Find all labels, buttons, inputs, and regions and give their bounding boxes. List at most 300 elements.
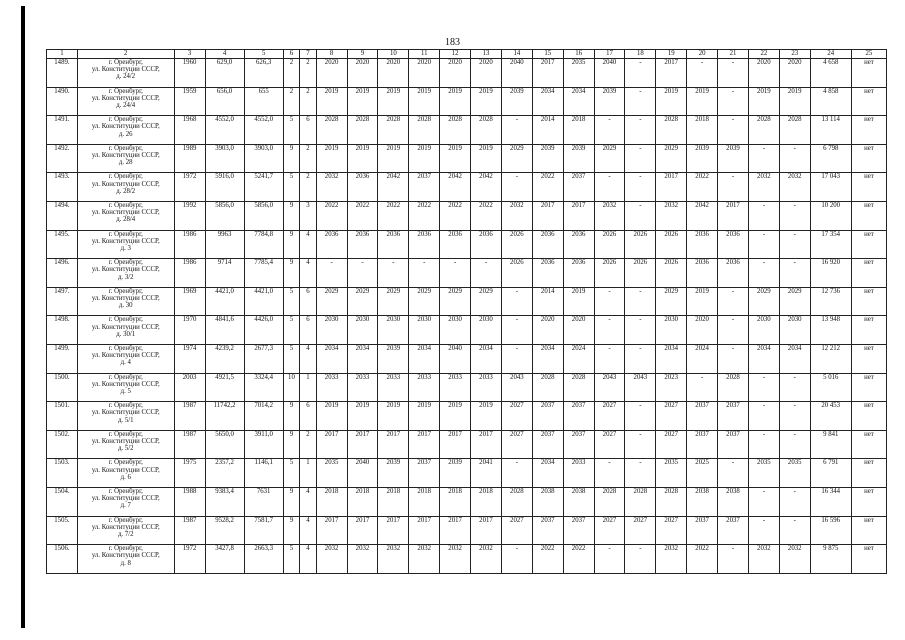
address-line: д. 6	[120, 473, 131, 481]
cell-col-19: 2032	[656, 545, 687, 574]
cell-col-6: 5	[283, 316, 299, 345]
cell-col-15: 2034	[532, 459, 563, 488]
cell-col-22: 2032	[748, 545, 779, 574]
cell-col-10: 2033	[378, 373, 409, 402]
cell-col-18: 2026	[625, 230, 656, 259]
cell-col-19: 2017	[656, 59, 687, 88]
cell-col-22: -	[748, 487, 779, 516]
table-row	[47, 144, 887, 173]
cell-col-23: 2034	[779, 344, 810, 373]
row-number: 1499.	[47, 344, 78, 373]
cell-col-19: 2029	[656, 144, 687, 173]
column-header-5: 5	[244, 50, 283, 59]
address-line: ул. Конституции СССР,	[91, 409, 160, 417]
cell-col-7: 2	[300, 87, 316, 116]
cell-col-21: -	[718, 459, 749, 488]
cell-col-8: 2020	[316, 59, 347, 88]
cell-col-4: 9963	[205, 230, 244, 259]
cell-col-16: 2035	[563, 59, 594, 88]
cell-col-13: 2032	[471, 545, 502, 574]
cell-col-13: 2019	[471, 402, 502, 431]
cell-col-3: 1968	[174, 116, 205, 145]
cell-col-24: 4 658	[810, 59, 851, 88]
cell-col-13: 2041	[471, 459, 502, 488]
cell-col-11: 2019	[409, 87, 440, 116]
cell-col-13: 2033	[471, 373, 502, 402]
cell-col-9: 2029	[347, 287, 378, 316]
cell-col-15: 2017	[532, 201, 563, 230]
cell-col-18: -	[625, 316, 656, 345]
cell-col-18: 2026	[625, 259, 656, 288]
cell-col-10: 2019	[378, 87, 409, 116]
address-line: д. 28/4	[116, 216, 136, 224]
cell-col-12: 2040	[440, 344, 471, 373]
cell-col-21: 2017	[718, 201, 749, 230]
cell-col-17: 2028	[594, 487, 625, 516]
cell-col-12: 2019	[440, 144, 471, 173]
cell-col-20: 2019	[687, 287, 718, 316]
cell-col-24: 20 453	[810, 402, 851, 431]
cell-col-14: 2026	[501, 230, 532, 259]
column-header-24: 24	[810, 50, 851, 59]
table-row	[47, 459, 887, 488]
housing-register-table	[46, 49, 887, 574]
cell-col-23: -	[779, 201, 810, 230]
cell-col-14: 2027	[501, 430, 532, 459]
cell-col-15: 2036	[532, 230, 563, 259]
cell-col-18: -	[625, 459, 656, 488]
cell-col-4: 3903,0	[205, 144, 244, 173]
table-row	[47, 487, 887, 516]
address-line: д. 30	[118, 302, 133, 310]
cell-col-5: 2677,3	[244, 344, 283, 373]
cell-col-11: 2017	[409, 516, 440, 545]
address-line: ул. Конституции СССР,	[91, 437, 160, 445]
cell-col-17: 2029	[594, 144, 625, 173]
cell-col-5: 1146,1	[244, 459, 283, 488]
cell-col-8: 2017	[316, 430, 347, 459]
row-number: 1498.	[47, 316, 78, 345]
address-line: ул. Конституции СССР,	[91, 552, 160, 560]
cell-col-9: 2040	[347, 459, 378, 488]
address-line: г. Оренбург,	[108, 259, 143, 267]
cell-col-18: -	[625, 59, 656, 88]
column-header-13: 13	[471, 50, 502, 59]
column-header-6: 6	[283, 50, 299, 59]
cell-col-18: -	[625, 173, 656, 202]
cell-col-9: -	[347, 259, 378, 288]
cell-col-4: 4921,5	[205, 373, 244, 402]
cell-col-19: 2029	[656, 287, 687, 316]
table-row	[47, 344, 887, 373]
cell-col-19: 2017	[656, 173, 687, 202]
address-line: г. Оренбург,	[108, 87, 143, 95]
cell-col-4: 9528,2	[205, 516, 244, 545]
cell-col-8: 2029	[316, 287, 347, 316]
cell-col-3: 1987	[174, 430, 205, 459]
address-line: д. 26	[118, 130, 133, 138]
cell-col-6: 2	[283, 87, 299, 116]
cell-col-10: 2028	[378, 116, 409, 145]
cell-col-16: 2018	[563, 116, 594, 145]
address-line: ул. Конституции СССР,	[91, 294, 160, 302]
cell-col-15: 2037	[532, 402, 563, 431]
cell-col-20: 2025	[687, 459, 718, 488]
address-line: г. Оренбург,	[108, 344, 143, 352]
address-line: г. Оренбург,	[108, 459, 143, 467]
cell-col-21: -	[718, 173, 749, 202]
cell-col-5: 4552,0	[244, 116, 283, 145]
address-cell	[77, 516, 174, 545]
row-number: 1503.	[47, 459, 78, 488]
cell-col-24: 12 212	[810, 344, 851, 373]
cell-col-20: 2037	[687, 402, 718, 431]
cell-col-5: 5241,7	[244, 173, 283, 202]
cell-col-6: 9	[283, 487, 299, 516]
cell-col-9: 2036	[347, 230, 378, 259]
address-cell	[77, 173, 174, 202]
cell-col-14: -	[501, 459, 532, 488]
cell-col-17: -	[594, 287, 625, 316]
cell-col-6: 9	[283, 259, 299, 288]
cell-col-11: -	[409, 259, 440, 288]
cell-col-14: 2039	[501, 87, 532, 116]
column-header-22: 22	[748, 50, 779, 59]
address-cell	[77, 87, 174, 116]
address-cell	[77, 402, 174, 431]
cell-col-5: 4426,0	[244, 316, 283, 345]
cell-col-17: -	[594, 545, 625, 574]
address-cell	[77, 344, 174, 373]
cell-col-20: 2039	[687, 144, 718, 173]
row-number: 1492.	[47, 144, 78, 173]
table-row	[47, 516, 887, 545]
cell-col-13: 2042	[471, 173, 502, 202]
cell-col-19: 2035	[656, 459, 687, 488]
cell-col-12: 2020	[440, 59, 471, 88]
cell-col-15: 2037	[532, 516, 563, 545]
cell-col-18: -	[625, 402, 656, 431]
address-line: д. 5/1	[117, 416, 134, 424]
cell-col-12: 2029	[440, 287, 471, 316]
cell-col-12: 2019	[440, 87, 471, 116]
cell-col-21: -	[718, 287, 749, 316]
cell-col-19: 2023	[656, 373, 687, 402]
address-line: д. 3	[120, 244, 131, 252]
cell-col-17: -	[594, 173, 625, 202]
cell-col-9: 2017	[347, 516, 378, 545]
address-line: ул. Конституции СССР,	[91, 266, 160, 274]
cell-col-6: 5	[283, 173, 299, 202]
cell-col-21: -	[718, 116, 749, 145]
cell-col-23: -	[779, 487, 810, 516]
cell-col-3: 1987	[174, 402, 205, 431]
cell-col-19: 2028	[656, 487, 687, 516]
cell-col-10: 2022	[378, 201, 409, 230]
cell-col-16: 2020	[563, 316, 594, 345]
row-number: 1495.	[47, 230, 78, 259]
cell-col-3: 1975	[174, 459, 205, 488]
cell-col-21: -	[718, 545, 749, 574]
cell-col-20: -	[687, 373, 718, 402]
address-line: ул. Конституции СССР,	[91, 209, 160, 217]
cell-col-6: 5	[283, 545, 299, 574]
cell-col-5: 7631	[244, 487, 283, 516]
cell-col-22: 2019	[748, 87, 779, 116]
cell-col-6: 2	[283, 59, 299, 88]
row-number: 1501.	[47, 402, 78, 431]
cell-col-9: 2022	[347, 201, 378, 230]
cell-col-6: 9	[283, 430, 299, 459]
cell-col-23: -	[779, 516, 810, 545]
cell-col-15: 2038	[532, 487, 563, 516]
row-number: 1502.	[47, 430, 78, 459]
cell-col-23: -	[779, 259, 810, 288]
cell-col-14: 2026	[501, 259, 532, 288]
cell-col-13: -	[471, 259, 502, 288]
cell-col-3: 1960	[174, 59, 205, 88]
cell-col-3: 1972	[174, 545, 205, 574]
cell-col-11: 2037	[409, 459, 440, 488]
cell-col-13: 2028	[471, 116, 502, 145]
cell-col-21: -	[718, 59, 749, 88]
column-header-18: 18	[625, 50, 656, 59]
address-cell	[77, 316, 174, 345]
cell-col-25: нет	[851, 516, 886, 545]
cell-col-25: нет	[851, 259, 886, 288]
cell-col-14: 2027	[501, 516, 532, 545]
cell-col-17: 2027	[594, 516, 625, 545]
row-number: 1493.	[47, 173, 78, 202]
cell-col-14: -	[501, 116, 532, 145]
cell-col-16: 2022	[563, 545, 594, 574]
cell-col-7: 6	[300, 287, 316, 316]
cell-col-5: 7581,7	[244, 516, 283, 545]
cell-col-7: 6	[300, 116, 316, 145]
cell-col-23: 2019	[779, 87, 810, 116]
column-header-21: 21	[718, 50, 749, 59]
cell-col-22: -	[748, 430, 779, 459]
address-line: д. 4	[120, 359, 131, 367]
address-cell	[77, 373, 174, 402]
cell-col-23: -	[779, 144, 810, 173]
cell-col-14: 2028	[501, 487, 532, 516]
cell-col-7: 2	[300, 59, 316, 88]
cell-col-3: 1989	[174, 144, 205, 173]
cell-col-17: 2027	[594, 430, 625, 459]
cell-col-23: 2029	[779, 287, 810, 316]
cell-col-12: 2042	[440, 173, 471, 202]
cell-col-25: нет	[851, 402, 886, 431]
cell-col-8: 2032	[316, 545, 347, 574]
cell-col-5: 655	[244, 87, 283, 116]
cell-col-19: 2026	[656, 259, 687, 288]
cell-col-12: 2019	[440, 402, 471, 431]
cell-col-16: 2037	[563, 430, 594, 459]
cell-col-9: 2017	[347, 430, 378, 459]
cell-col-12: -	[440, 259, 471, 288]
cell-col-17: 2040	[594, 59, 625, 88]
address-line: г. Оренбург,	[108, 430, 143, 438]
cell-col-22: 2034	[748, 344, 779, 373]
cell-col-10: 2020	[378, 59, 409, 88]
table-row	[47, 259, 887, 288]
cell-col-9: 2019	[347, 144, 378, 173]
cell-col-15: 2020	[532, 316, 563, 345]
cell-col-12: 2032	[440, 545, 471, 574]
cell-col-14: -	[501, 173, 532, 202]
cell-col-15: 2017	[532, 59, 563, 88]
cell-col-18: 2028	[625, 487, 656, 516]
cell-col-18: -	[625, 144, 656, 173]
cell-col-4: 5916,0	[205, 173, 244, 202]
address-cell	[77, 201, 174, 230]
cell-col-6: 5	[283, 287, 299, 316]
row-number: 1491.	[47, 116, 78, 145]
address-line: ул. Конституции СССР,	[91, 151, 160, 159]
cell-col-25: нет	[851, 373, 886, 402]
cell-col-25: нет	[851, 316, 886, 345]
cell-col-16: 2037	[563, 173, 594, 202]
column-header-25: 25	[851, 50, 886, 59]
cell-col-4: 9383,4	[205, 487, 244, 516]
cell-col-11: 2037	[409, 173, 440, 202]
cell-col-23: -	[779, 230, 810, 259]
cell-col-24: 10 200	[810, 201, 851, 230]
cell-col-24: 17 043	[810, 173, 851, 202]
column-header-20: 20	[687, 50, 718, 59]
cell-col-24: 16 596	[810, 516, 851, 545]
cell-col-15: 2037	[532, 430, 563, 459]
cell-col-24: 4 858	[810, 87, 851, 116]
address-line: ул. Конституции СССР,	[91, 466, 160, 474]
column-header-4: 4	[205, 50, 244, 59]
cell-col-17: 2026	[594, 259, 625, 288]
row-number: 1489.	[47, 59, 78, 88]
cell-col-11: 2019	[409, 144, 440, 173]
cell-col-11: 2036	[409, 230, 440, 259]
cell-col-4: 3427,8	[205, 545, 244, 574]
cell-col-17: 2043	[594, 373, 625, 402]
cell-col-17: 2026	[594, 230, 625, 259]
address-line: ул. Конституции СССР,	[91, 180, 160, 188]
cell-col-4: 629,0	[205, 59, 244, 88]
cell-col-13: 2019	[471, 87, 502, 116]
cell-col-17: -	[594, 316, 625, 345]
cell-col-20: 2036	[687, 230, 718, 259]
cell-col-5: 626,3	[244, 59, 283, 88]
cell-col-3: 1986	[174, 230, 205, 259]
cell-col-4: 4239,2	[205, 344, 244, 373]
cell-col-16: 2024	[563, 344, 594, 373]
cell-col-16: 2037	[563, 402, 594, 431]
row-number: 1505.	[47, 516, 78, 545]
cell-col-12: 2036	[440, 230, 471, 259]
cell-col-25: нет	[851, 173, 886, 202]
cell-col-25: нет	[851, 59, 886, 88]
cell-col-25: нет	[851, 230, 886, 259]
cell-col-3: 1974	[174, 344, 205, 373]
cell-col-20: 2020	[687, 316, 718, 345]
cell-col-23: 2032	[779, 545, 810, 574]
cell-col-7: 2	[300, 430, 316, 459]
cell-col-8: 2017	[316, 516, 347, 545]
address-line: г. Оренбург,	[108, 516, 143, 524]
address-line: г. Оренбург,	[108, 230, 143, 238]
cell-col-6: 5	[283, 344, 299, 373]
cell-col-21: 2038	[718, 487, 749, 516]
cell-col-15: 2022	[532, 545, 563, 574]
cell-col-5: 7014,2	[244, 402, 283, 431]
cell-col-3: 1969	[174, 287, 205, 316]
cell-col-8: 2034	[316, 344, 347, 373]
cell-col-9: 2019	[347, 402, 378, 431]
table-row	[47, 201, 887, 230]
address-line: ул. Конституции СССР,	[91, 237, 160, 245]
cell-col-22: -	[748, 259, 779, 288]
cell-col-8: 2030	[316, 316, 347, 345]
cell-col-3: 1987	[174, 516, 205, 545]
cell-col-5: 5856,0	[244, 201, 283, 230]
column-header-3: 3	[174, 50, 205, 59]
cell-col-17: 2027	[594, 402, 625, 431]
cell-col-3: 1992	[174, 201, 205, 230]
cell-col-25: нет	[851, 87, 886, 116]
cell-col-5: 3903,0	[244, 144, 283, 173]
row-number: 1506.	[47, 545, 78, 574]
cell-col-14: -	[501, 344, 532, 373]
cell-col-7: 6	[300, 402, 316, 431]
cell-col-12: 2022	[440, 201, 471, 230]
cell-col-9: 2019	[347, 87, 378, 116]
cell-col-19: 2030	[656, 316, 687, 345]
cell-col-22: 2029	[748, 287, 779, 316]
cell-col-13: 2034	[471, 344, 502, 373]
cell-col-10: -	[378, 259, 409, 288]
cell-col-20: 2024	[687, 344, 718, 373]
cell-col-7: 4	[300, 516, 316, 545]
column-header-19: 19	[656, 50, 687, 59]
cell-col-16: 2037	[563, 516, 594, 545]
address-cell	[77, 545, 174, 574]
address-line: д. 5	[120, 387, 131, 395]
cell-col-19: 2027	[656, 402, 687, 431]
address-line: ул. Конституции СССР,	[91, 495, 160, 503]
cell-col-3: 1970	[174, 316, 205, 345]
cell-col-8: 2019	[316, 144, 347, 173]
cell-col-16: 2039	[563, 144, 594, 173]
cell-col-19: 2027	[656, 430, 687, 459]
cell-col-19: 2026	[656, 230, 687, 259]
cell-col-25: нет	[851, 459, 886, 488]
cell-col-24: 9 875	[810, 545, 851, 574]
cell-col-3: 1986	[174, 259, 205, 288]
cell-col-13: 2020	[471, 59, 502, 88]
cell-col-25: нет	[851, 545, 886, 574]
cell-col-24: 5 016	[810, 373, 851, 402]
address-line: д. 24/2	[116, 73, 136, 81]
cell-col-11: 2033	[409, 373, 440, 402]
cell-col-3: 1959	[174, 87, 205, 116]
cell-col-22: 2035	[748, 459, 779, 488]
cell-col-9: 2020	[347, 59, 378, 88]
cell-col-4: 4841,6	[205, 316, 244, 345]
cell-col-15: 2034	[532, 87, 563, 116]
cell-col-6: 9	[283, 516, 299, 545]
cell-col-10: 2030	[378, 316, 409, 345]
cell-col-10: 2032	[378, 545, 409, 574]
cell-col-18: -	[625, 287, 656, 316]
